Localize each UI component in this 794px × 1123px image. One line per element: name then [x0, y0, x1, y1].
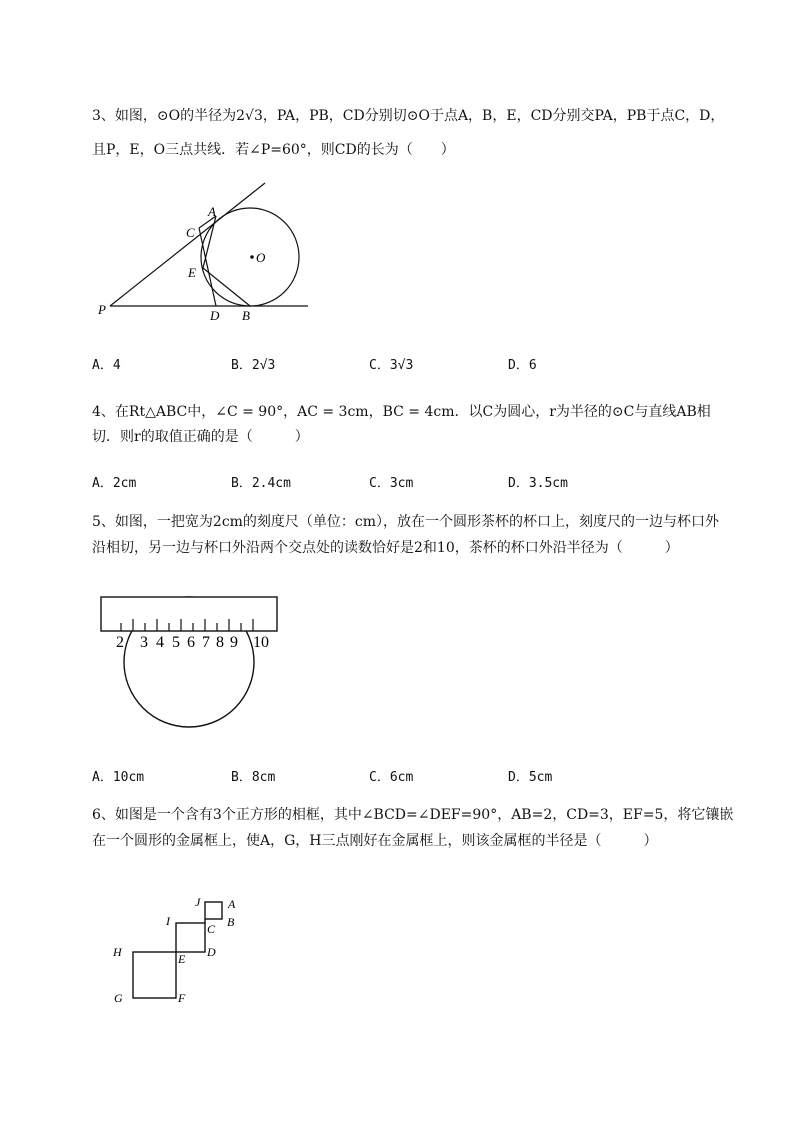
- q3-option-b[interactable]: B．2√3: [231, 358, 276, 373]
- q5-option-a[interactable]: A．10cm: [92, 770, 145, 785]
- label-d: D: [207, 945, 216, 959]
- q5-figure: [95, 590, 285, 735]
- ruler-label-7: 7: [202, 634, 210, 651]
- ruler-body: [101, 597, 277, 631]
- label-p: P: [98, 302, 106, 317]
- q4-option-c[interactable]: C．3cm: [369, 476, 414, 491]
- q3-text-line2: 且P，E，O三点共线．若∠P=60°，则CD的长为（ ）: [92, 142, 455, 158]
- label-b: B: [242, 308, 250, 323]
- label-d: D: [210, 308, 220, 323]
- label-g: G: [114, 991, 123, 1005]
- q3-option-d[interactable]: D．6: [508, 358, 537, 373]
- ruler-label-6: 6: [187, 634, 195, 651]
- q4-option-a[interactable]: A．2cm: [92, 476, 137, 491]
- q3-option-a[interactable]: A．4: [92, 358, 121, 373]
- ruler-label-9: 9: [230, 634, 238, 651]
- label-j: J: [195, 895, 201, 909]
- label-e: E: [178, 952, 186, 966]
- q4-option-d[interactable]: D．3.5cm: [508, 476, 568, 491]
- label-f: F: [178, 991, 186, 1005]
- label-c: C: [207, 922, 216, 936]
- q5-option-d[interactable]: D．5cm: [508, 770, 553, 785]
- q5-option-c[interactable]: C．6cm: [369, 770, 414, 785]
- center-point-o: [250, 255, 254, 259]
- large-square: [133, 952, 176, 998]
- label-a: A: [228, 897, 236, 911]
- ruler-label-5: 5: [172, 634, 180, 651]
- ruler-label-3: 3: [140, 634, 148, 651]
- middle-square: [176, 923, 205, 952]
- circle-o: [201, 208, 299, 306]
- ruler-label-4: 4: [156, 634, 164, 651]
- ruler-label-10: 10: [253, 634, 269, 651]
- q6-figure: [105, 888, 255, 1013]
- q4-text-line1: 4、在Rt△ABC中，∠C = 90°，AC = 3cm，BC = 4cm．以C为圆心，r为半径的⊙C与直线AB相: [92, 404, 711, 420]
- label-b: B: [227, 915, 235, 929]
- label-c: C: [186, 225, 195, 240]
- label-o: O: [256, 250, 266, 265]
- label-i: I: [166, 914, 170, 928]
- q6-text-line1: 6、如图是一个含有3个正方形的相框，其中∠BCD=∠DEF=90°，AB=2，CD=3，EF=5，将它镶嵌: [92, 807, 734, 823]
- q5-text-line2: 沿相切，另一边与杯口外沿两个交点处的读数恰好是2和10，茶杯的杯口外沿半径为（ ）: [92, 540, 679, 556]
- label-e: E: [188, 265, 196, 280]
- small-square: [205, 902, 222, 919]
- tangent-line-pa: [110, 183, 265, 306]
- q5-text-line1: 5、如图，一把宽为2cm的刻度尺（单位：cm），放在一个圆形茶杯的杯口上，刻度尺的一边与杯口外: [92, 514, 720, 530]
- ruler-label-8: 8: [216, 634, 224, 651]
- q3-figure: [90, 175, 320, 325]
- q3-option-c[interactable]: C．3√3: [369, 358, 414, 373]
- ruler-label-2: 2: [116, 634, 124, 651]
- q5-option-b[interactable]: B．8cm: [231, 770, 276, 785]
- q4-option-b[interactable]: B．2.4cm: [231, 476, 291, 491]
- q6-text-line2: 在一个圆形的金属框上，使A，G，H三点刚好在金属框上，则该金属框的半径是（ ）: [92, 833, 658, 849]
- q4-text-line2: 切．则r的取值正确的是（ ）: [92, 429, 309, 445]
- label-a: A: [208, 204, 216, 219]
- q3-text-line1: 3、如图，⊙O的半径为2√3，PA，PB，CD分别切⊙O于点A，B，E，CD分别交PA，PB于点C，D，: [92, 108, 725, 124]
- label-h: H: [113, 945, 122, 959]
